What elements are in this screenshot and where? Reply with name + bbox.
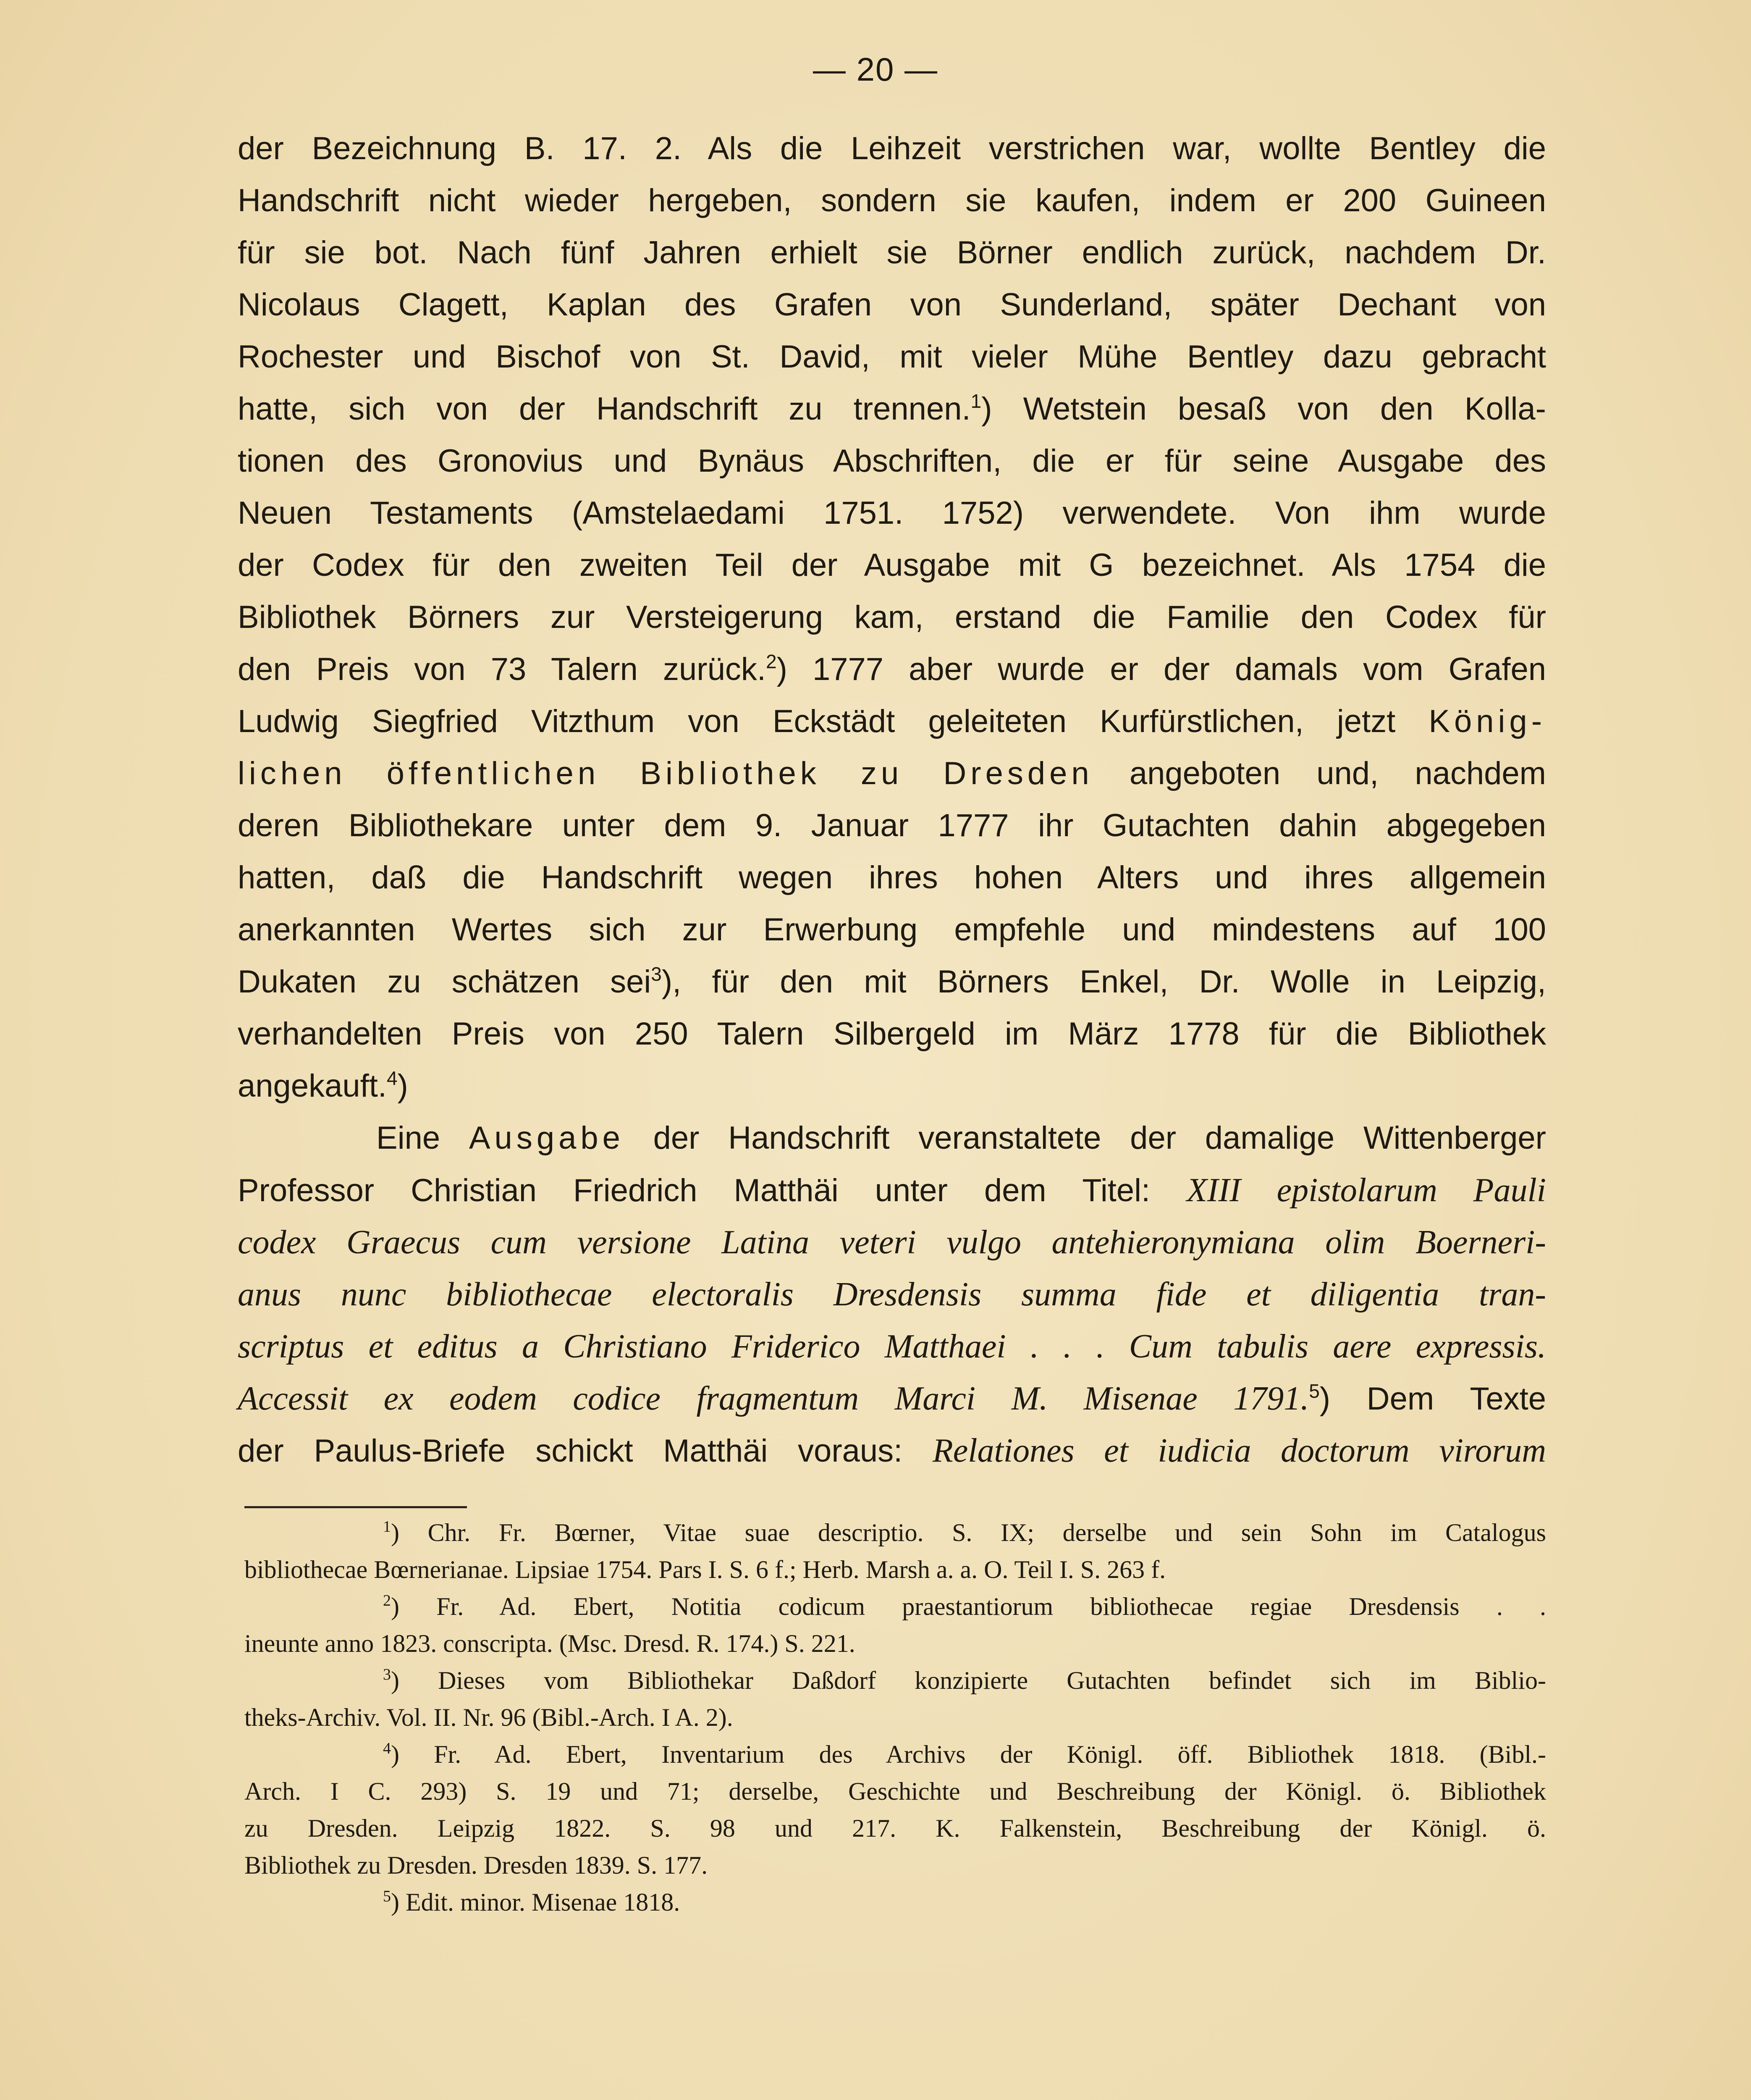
text-segment: ) Dem Texte bbox=[1319, 1381, 1546, 1417]
footnote-mark: 1 bbox=[383, 1518, 391, 1536]
text-line bbox=[238, 1216, 1546, 1268]
footnote-ref: 2 bbox=[765, 651, 777, 672]
footnote-4 bbox=[244, 1736, 1546, 1773]
text-line bbox=[238, 1425, 1546, 1477]
footnote-text: ) Fr. Ad. Ebert, Notitia codicum praestantiorum bibliothecae regiae Dresdensis . . bbox=[391, 1593, 1546, 1620]
footnote-4-cont: Bibliothek zu Dresden. Dresden 1839. S. 177. bbox=[244, 1851, 708, 1879]
text-line: der Bezeichnung B. 17. 2. Als die Leihzeit verstrichen war, wollte Bentley die bbox=[238, 131, 1546, 166]
text-line bbox=[238, 1060, 1546, 1112]
text-line bbox=[238, 383, 1546, 435]
footnote-4-cont: zu Dresden. Leipzig 1822. S. 98 und 217. K. Falkenstein, Beschreibung der Königl. ö. bbox=[244, 1814, 1546, 1842]
footnote-mark: 2 bbox=[383, 1592, 391, 1609]
text-segment: den Preis von 73 Talern zurück. bbox=[238, 651, 766, 687]
footnote-5 bbox=[244, 1884, 1546, 1921]
main-text bbox=[238, 123, 1546, 1477]
text-line bbox=[238, 1268, 1546, 1320]
text-line: Nicolaus Clagett, Kaplan des Grafen von Sunderland, später Dechant von bbox=[238, 287, 1546, 323]
text-segment: Ludwig Siegfried Vitzthum von Eckstädt geleiteten Kurfürstlichen, jetzt bbox=[238, 704, 1396, 739]
text-line: Handschrift nicht wieder hergeben, sondern sie kaufen, indem er 200 Guineen bbox=[238, 183, 1546, 218]
text-segment: Eine bbox=[376, 1120, 440, 1156]
footnote-3 bbox=[244, 1662, 1546, 1699]
page-number: — 20 — bbox=[813, 51, 938, 88]
footnote-text: ) Chr. Fr. Bœrner, Vitae suae descriptio. S. IX; derselbe und sein Sohn im Catalogus bbox=[391, 1519, 1546, 1546]
text-line: Bibliothek Börners zur Versteigerung kam, erstand die Familie den Codex für bbox=[238, 599, 1546, 635]
text-segment: ) 1777 aber wurde er der damals vom Grafen bbox=[776, 651, 1546, 687]
footnote-ref: 4 bbox=[386, 1067, 398, 1089]
footnote-divider bbox=[244, 1506, 467, 1508]
footnote-mark: 4 bbox=[383, 1740, 391, 1757]
text-segment: ) Wetstein besaß von den Kolla- bbox=[981, 391, 1546, 427]
footnotes bbox=[244, 1514, 1546, 1921]
text-segment: der Handschrift veranstaltete der damalige Wittenberger bbox=[653, 1120, 1546, 1156]
text-line bbox=[238, 748, 1546, 800]
spaced-text: König- bbox=[1429, 704, 1546, 739]
footnote-text: ) Dieses vom Bibliothekar Daßdorf konzipierte Gutachten befindet sich im Biblio- bbox=[391, 1667, 1546, 1694]
text-segment: angeboten und, nachdem bbox=[1129, 756, 1546, 791]
text-segment: angekauft. bbox=[238, 1068, 387, 1104]
text-line: der Codex für den zweiten Teil der Ausgabe mit G bezeichnet. Als 1754 die bbox=[238, 547, 1546, 583]
text-line bbox=[238, 696, 1546, 748]
footnote-ref: 3 bbox=[651, 963, 662, 985]
italic-title: scriptus et editus a Christiano Friderico Matthaei . . . Cum tabulis aere expressis. bbox=[238, 1328, 1546, 1365]
text-line bbox=[238, 643, 1546, 696]
text-segment: Professor Christian Friedrich Matthäi unter dem Titel: bbox=[238, 1173, 1151, 1208]
text-line: verhandelten Preis von 250 Talern Silbergeld im März 1778 für die Bibliothek bbox=[238, 1016, 1546, 1052]
footnote-text: ) Edit. minor. Misenae 1818. bbox=[391, 1888, 680, 1916]
text-segment: Dukaten zu schätzen sei bbox=[238, 964, 651, 1000]
text-line bbox=[238, 1164, 1546, 1216]
footnote-2-cont: ineunte anno 1823. conscripta. (Msc. Dresd. R. 174.) S. 221. bbox=[244, 1630, 855, 1657]
text-line: hatten, daß die Handschrift wegen ihres hohen Alters und ihres allgemein bbox=[238, 860, 1546, 895]
footnote-1-cont: bibliothecae Bœrnerianae. Lipsiae 1754. Pars I. S. 6 f.; Herb. Marsh a. a. O. Teil I. S. 263 f. bbox=[244, 1556, 1166, 1583]
footnote-2 bbox=[244, 1588, 1546, 1625]
footnote-ref: 1 bbox=[970, 390, 982, 412]
text-line: Neuen Testaments (Amstelaedami 1751. 1752) verwendete. Von ihm wurde bbox=[238, 495, 1546, 531]
text-line bbox=[238, 1373, 1546, 1425]
footnote-ref: 5 bbox=[1309, 1380, 1320, 1402]
italic-title: anus nunc bibliothecae electoralis Dresdensis summa fide et diligentia tran- bbox=[238, 1276, 1546, 1313]
footnote-mark: 3 bbox=[383, 1666, 391, 1683]
text-line: Rochester und Bischof von St. David, mit vieler Mühe Bentley dazu gebracht bbox=[238, 339, 1546, 375]
footnote-1 bbox=[244, 1514, 1546, 1551]
footnote-text: ) Fr. Ad. Ebert, Inventarium des Archivs der Königl. öff. Bibliothek 1818. (Bibl.- bbox=[391, 1740, 1546, 1768]
spaced-text: lichen öffentlichen Bibliothek zu Dresden bbox=[238, 756, 1093, 791]
text-segment: der Paulus-Briefe schickt Matthäi voraus: bbox=[238, 1433, 903, 1469]
footnote-4-cont: Arch. I C. 293) S. 19 und 71; derselbe, Geschichte und Beschreibung der Königl. ö. Bibliothek bbox=[244, 1777, 1546, 1805]
text-line: für sie bot. Nach fünf Jahren erhielt sie Börner endlich zurück, nachdem Dr. bbox=[238, 235, 1546, 270]
text-segment: hatte, sich von der Handschrift zu trennen. bbox=[238, 391, 971, 427]
text-line bbox=[238, 956, 1546, 1008]
text-segment: ), für den mit Börners Enkel, Dr. Wolle in Leipzig, bbox=[661, 964, 1546, 1000]
text-line: anerkannten Wertes sich zur Erwerbung empfehle und mindestens auf 100 bbox=[238, 912, 1546, 948]
text-line: tionen des Gronovius und Bynäus Abschriften, die er für seine Ausgabe des bbox=[238, 443, 1546, 479]
italic-title: codex Graecus cum versione Latina veteri vulgo antehieronymiana olim Boerneri- bbox=[238, 1224, 1546, 1261]
italic-title: Relationes et iudicia doctorum virorum bbox=[932, 1432, 1546, 1469]
spaced-text: Ausgabe bbox=[469, 1120, 624, 1156]
italic-title: Accessit ex eodem codice fragmentum Marci M. Misenae 1791. bbox=[238, 1380, 1309, 1417]
text-line bbox=[238, 1320, 1546, 1373]
text-line bbox=[238, 1112, 1546, 1164]
footnote-mark: 5 bbox=[383, 1887, 391, 1905]
footnote-3-cont: theks-Archiv. Vol. II. Nr. 96 (Bibl.-Arch. I A. 2). bbox=[244, 1704, 733, 1731]
text-line: deren Bibliothekare unter dem 9. Januar 1777 ihr Gutachten dahin abgegeben bbox=[238, 808, 1546, 843]
text-segment: ) bbox=[397, 1068, 408, 1104]
italic-title: XIII epistolarum Pauli bbox=[1187, 1172, 1546, 1209]
